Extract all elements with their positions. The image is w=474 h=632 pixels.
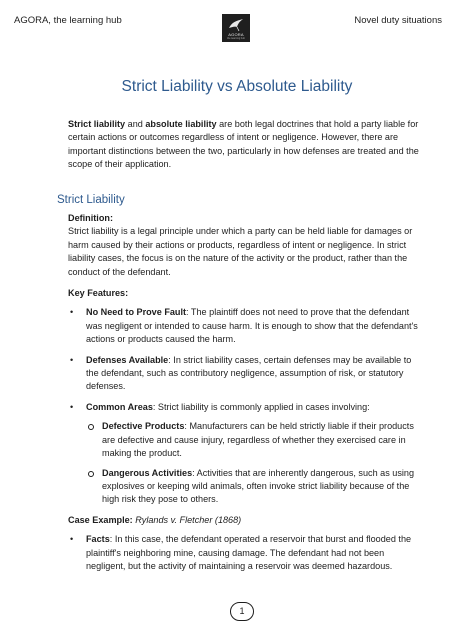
features-label: Key Features (68, 288, 126, 299)
bullet-icon: • (70, 354, 74, 365)
sub-feature-label: Defective Products (102, 421, 185, 432)
header-right-text: Novel duty situations (354, 15, 442, 26)
feature-label: No Need to Prove Fault (86, 307, 187, 318)
section-heading: Strict Liability (57, 194, 125, 206)
circle-bullet-icon (88, 471, 94, 477)
facts-text: : In this case, the defendant operated a reservoir that burst and flooded the plaintiff's neighboring mine, causing damage. The defendant had not been negligent, but the activity of maintaining a reservoir was deemed hazardous. (86, 534, 412, 571)
intro-term-strict: Strict liability (68, 119, 126, 129)
list-item (68, 306, 420, 346)
list-item (68, 354, 420, 394)
case-example: Case Example: Rylands v. Fletcher (1868) (68, 514, 242, 525)
list-item (86, 467, 420, 507)
features-list (68, 306, 420, 506)
section-body (68, 212, 420, 580)
circle-bullet-icon (88, 424, 94, 430)
logo-subtext: the learning hub (227, 37, 245, 40)
sub-feature-label: Dangerous Activities (102, 467, 193, 478)
features-heading: Key Features: (68, 288, 129, 299)
sub-features-list (86, 420, 420, 506)
case-name: Rylands v. Fletcher (1868) (135, 514, 242, 525)
facts-label: Facts (86, 534, 110, 545)
definition-text: Strict liability is a legal principle under which a party can be held liable for damages or harm caused by their actions or products, regardless of intent or negligence. In strict liability cases, the focus is on the nature of the activity or the product, rather than the conduct of the defendant. (68, 226, 413, 277)
definition-heading: Definition: (68, 213, 113, 223)
header-left-text: AGORA, the learning hub (14, 15, 122, 26)
bullet-icon: • (70, 401, 74, 412)
logo-text: AGORA (228, 32, 244, 37)
feature-text: : Strict liability is commonly applied in cases involving: (152, 401, 370, 412)
bird-logo-icon (227, 18, 245, 32)
feature-label: Common Areas (86, 401, 153, 412)
bullet-icon: • (70, 307, 74, 318)
feature-text: : In strict liability cases, certain defenses may be available to the defendant, such as contributory negligence, assumption of risk, or statutory defenses. (86, 354, 412, 392)
list-item (86, 420, 420, 460)
case-label: Case Example (68, 514, 130, 525)
definition-label: Definition (68, 213, 110, 223)
intro-term-absolute: absolute liability (145, 119, 217, 129)
intro-text: are both legal doctrines that hold a party liable for certain actions or outcomes regardless of intent or negligence. However, there are important distinctions between the two, particularly in how defenses are treated and the scope of their application. (68, 119, 419, 170)
case-details-list (68, 533, 420, 573)
feature-label: Defenses Available (86, 354, 169, 365)
agora-logo (222, 14, 250, 42)
feature-text: : The plaintiff does not need to prove that the defendant was negligent or intended to cause harm. It is enough to show that the defendant's actions or products caused the harm. (86, 307, 418, 345)
page-title: Strict Liability vs Absolute Liability (121, 78, 353, 95)
intro-and: and (125, 119, 146, 129)
list-item (68, 401, 420, 507)
page-number: 1 (230, 602, 254, 621)
list-item (68, 533, 420, 573)
intro-paragraph (68, 118, 420, 172)
sub-feature-text: : Activities that are inherently dangerous, such as using explosives or keeping wild animals, often invoke strict liability because of the high risk they pose to others. (102, 467, 415, 505)
sub-feature-text: : Manufacturers can be held strictly liable if their products are defective and cause injury, regardless of whether they exercised care in making the product. (102, 421, 414, 459)
bullet-icon: • (70, 534, 74, 545)
